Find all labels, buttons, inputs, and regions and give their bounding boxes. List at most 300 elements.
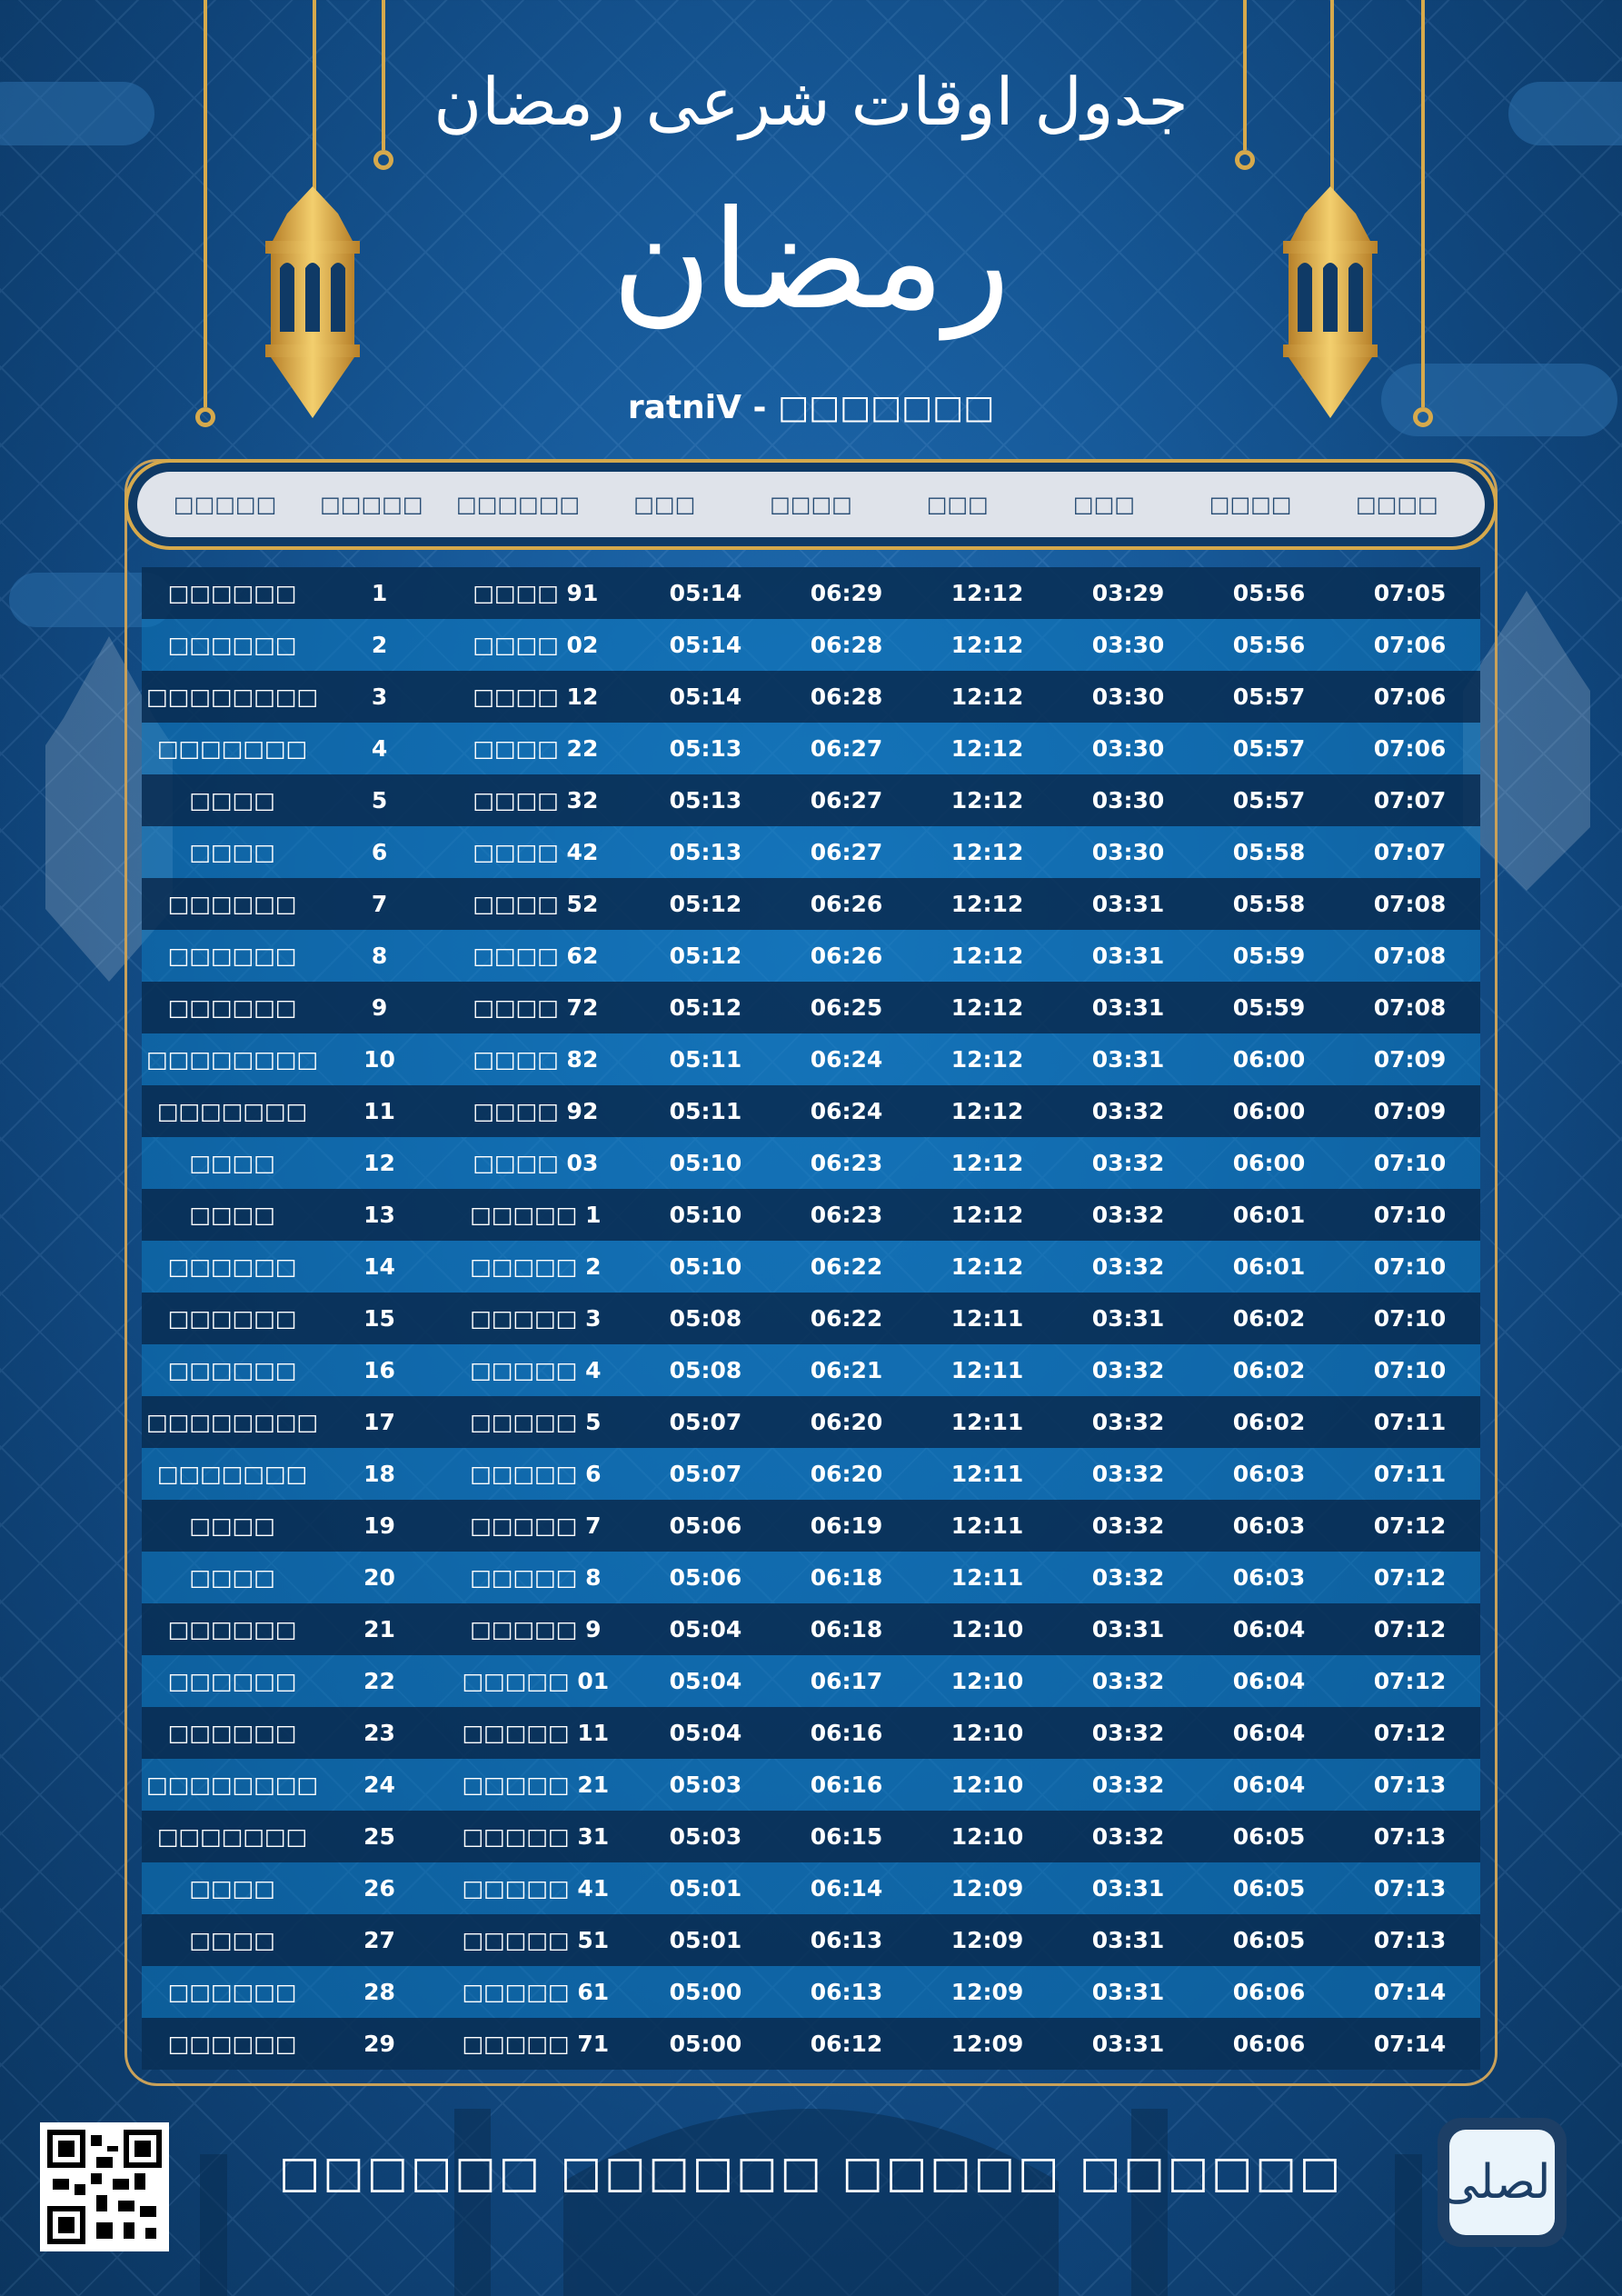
isha-time-cell: 07:13	[1373, 1823, 1447, 1850]
day-name-cell: □□□□□□	[167, 1720, 297, 1746]
asr-time-cell: 03:31	[1091, 891, 1165, 917]
ramadan-day-cell: 26	[363, 1875, 395, 1902]
table-row	[142, 1707, 1480, 1759]
ramadan-day-cell: 4	[371, 735, 388, 762]
table-row	[142, 1293, 1480, 1344]
isha-time-cell: 07:06	[1373, 684, 1447, 710]
imsak-time-cell: 05:03	[669, 1772, 742, 1798]
asr-time-cell: 03:31	[1091, 943, 1165, 969]
ramadan-day-cell: 22	[363, 1668, 395, 1694]
table-row	[142, 2018, 1480, 2070]
imsak-time-cell: 05:04	[669, 1616, 742, 1642]
day-name-cell: □□□□□□	[167, 1616, 297, 1642]
table-row	[142, 723, 1480, 774]
isha-time-cell: 07:10	[1373, 1202, 1447, 1228]
asr-time-cell: 03:29	[1091, 580, 1165, 606]
ramadan-day-cell: 1	[371, 580, 388, 606]
gregorian-date-cell: □□□□ 02	[473, 632, 599, 658]
table-header	[124, 459, 1498, 550]
imsak-time-cell: 05:04	[669, 1720, 742, 1746]
imsak-time-cell: 05:10	[669, 1253, 742, 1280]
maghrib-time-cell: 06:03	[1232, 1461, 1306, 1487]
ramadan-day-cell: 12	[363, 1150, 395, 1176]
gregorian-date-cell: □□□□ 92	[473, 1098, 599, 1124]
maghrib-time-cell: 06:02	[1232, 1357, 1306, 1383]
asr-time-cell: 03:32	[1091, 1357, 1165, 1383]
ramadan-day-cell: 21	[363, 1616, 395, 1642]
asr-time-cell: 03:31	[1091, 1616, 1165, 1642]
column-header: □□□□	[1209, 492, 1292, 517]
gregorian-date-cell: □□□□□ 01	[462, 1668, 610, 1694]
table-row	[142, 567, 1480, 619]
sunrise-time-cell: 06:27	[810, 735, 883, 762]
sunrise-time-cell: 06:20	[810, 1461, 883, 1487]
isha-time-cell: 07:11	[1373, 1461, 1447, 1487]
isha-time-cell: 07:10	[1373, 1305, 1447, 1332]
imsak-time-cell: 05:13	[669, 787, 742, 814]
ramadan-day-cell: 13	[363, 1202, 395, 1228]
maghrib-time-cell: 05:58	[1232, 891, 1306, 917]
gregorian-date-cell: □□□□□ 1	[470, 1202, 602, 1228]
table-row	[142, 774, 1480, 826]
table-row	[142, 1085, 1480, 1137]
maghrib-time-cell: 06:04	[1232, 1668, 1306, 1694]
gregorian-date-cell: □□□□□ 7	[470, 1512, 602, 1539]
imsak-time-cell: 05:12	[669, 994, 742, 1021]
day-name-cell: □□□□□□	[167, 580, 297, 606]
isha-time-cell: 07:09	[1373, 1046, 1447, 1073]
imsak-time-cell: 05:13	[669, 839, 742, 865]
sunrise-time-cell: 06:15	[810, 1823, 883, 1850]
dhuhr-time-cell: 12:12	[950, 580, 1024, 606]
isha-time-cell: 07:12	[1373, 1616, 1447, 1642]
table-row	[142, 1966, 1480, 2018]
table-row	[142, 826, 1480, 878]
imsak-time-cell: 05:04	[669, 1668, 742, 1694]
sunrise-time-cell: 06:21	[810, 1357, 883, 1383]
day-name-cell: □□□□	[189, 1202, 275, 1228]
imsak-time-cell: 05:11	[669, 1046, 742, 1073]
column-header: □□□□	[770, 492, 852, 517]
dhuhr-time-cell: 12:10	[950, 1772, 1024, 1798]
gregorian-date-cell: □□□□□ 11	[462, 1720, 610, 1746]
maghrib-time-cell: 06:05	[1232, 1927, 1306, 1953]
ramadan-day-cell: 27	[363, 1927, 395, 1953]
ramadan-day-cell: 6	[371, 839, 388, 865]
table-row	[142, 1914, 1480, 1966]
day-name-cell: □□□□	[189, 1512, 275, 1539]
gregorian-date-cell: □□□□ 52	[473, 891, 599, 917]
asr-time-cell: 03:30	[1091, 684, 1165, 710]
logo-text: الصلى	[1449, 2130, 1555, 2235]
imsak-time-cell: 05:13	[669, 735, 742, 762]
dhuhr-time-cell: 12:12	[950, 1098, 1024, 1124]
dhuhr-time-cell: 12:12	[950, 1202, 1024, 1228]
table-row	[142, 878, 1480, 930]
dhuhr-time-cell: 12:12	[950, 632, 1024, 658]
gregorian-date-cell: □□□□□ 3	[470, 1305, 602, 1332]
imsak-time-cell: 05:14	[669, 632, 742, 658]
dhuhr-time-cell: 12:11	[950, 1461, 1024, 1487]
isha-time-cell: 07:13	[1373, 1875, 1447, 1902]
dhuhr-time-cell: 12:12	[950, 1046, 1024, 1073]
asr-time-cell: 03:30	[1091, 632, 1165, 658]
day-name-cell: □□□□□□□	[156, 1461, 308, 1487]
gregorian-date-cell: □□□□□ 4	[470, 1357, 602, 1383]
table-row	[142, 1189, 1480, 1241]
ramadan-day-cell: 24	[363, 1772, 395, 1798]
gregorian-date-cell: □□□□ 22	[473, 735, 599, 762]
dhuhr-time-cell: 12:09	[950, 1927, 1024, 1953]
isha-time-cell: 07:10	[1373, 1150, 1447, 1176]
ramadan-day-cell: 17	[363, 1409, 395, 1435]
ramadan-day-cell: 2	[371, 632, 388, 658]
asr-time-cell: 03:30	[1091, 787, 1165, 814]
dhuhr-time-cell: 12:09	[950, 2031, 1024, 2057]
asr-time-cell: 03:32	[1091, 1098, 1165, 1124]
ramadan-day-cell: 28	[363, 1979, 395, 2005]
sunrise-time-cell: 06:23	[810, 1202, 883, 1228]
asr-time-cell: 03:31	[1091, 1979, 1165, 2005]
brand-logo	[1438, 2118, 1567, 2247]
gregorian-date-cell: □□□□ 62	[473, 943, 599, 969]
asr-time-cell: 03:32	[1091, 1461, 1165, 1487]
asr-time-cell: 03:31	[1091, 2031, 1165, 2057]
sunrise-time-cell: 06:20	[810, 1409, 883, 1435]
table-row	[142, 619, 1480, 671]
column-header: □□□□□	[173, 492, 277, 517]
isha-time-cell: 07:11	[1373, 1409, 1447, 1435]
sunrise-time-cell: 06:13	[810, 1927, 883, 1953]
maghrib-time-cell: 06:01	[1232, 1202, 1306, 1228]
gregorian-date-cell: □□□□□ 6	[470, 1461, 602, 1487]
ramadan-day-cell: 8	[371, 943, 388, 969]
imsak-time-cell: 05:00	[669, 2031, 742, 2057]
ramadan-day-cell: 15	[363, 1305, 395, 1332]
imsak-time-cell: 05:08	[669, 1357, 742, 1383]
imsak-time-cell: 05:14	[669, 684, 742, 710]
ramadan-day-cell: 16	[363, 1357, 395, 1383]
imsak-time-cell: 05:06	[669, 1512, 742, 1539]
day-name-cell: □□□□□□	[167, 943, 297, 969]
footer-text: □□□□□□ □□□□□□ □□□□□ □□□□□□	[278, 2147, 1344, 2198]
sunrise-time-cell: 06:29	[810, 580, 883, 606]
gregorian-date-cell: □□□□□ 51	[462, 1927, 610, 1953]
ramadan-day-cell: 25	[363, 1823, 395, 1850]
sunrise-time-cell: 06:27	[810, 839, 883, 865]
page-title: جدول اوقات شرعی رمضان	[433, 64, 1189, 140]
dhuhr-time-cell: 12:12	[950, 891, 1024, 917]
dhuhr-time-cell: 12:11	[950, 1512, 1024, 1539]
table-row	[142, 1759, 1480, 1811]
dhuhr-time-cell: 12:12	[950, 735, 1024, 762]
sunrise-time-cell: 06:22	[810, 1305, 883, 1332]
maghrib-time-cell: 06:05	[1232, 1875, 1306, 1902]
gregorian-date-cell: □□□□□ 31	[462, 1823, 610, 1850]
asr-time-cell: 03:32	[1091, 1409, 1165, 1435]
gregorian-date-cell: □□□□□ 5	[470, 1409, 602, 1435]
isha-time-cell: 07:14	[1373, 1979, 1447, 2005]
asr-time-cell: 03:32	[1091, 1720, 1165, 1746]
sunrise-time-cell: 06:24	[810, 1046, 883, 1073]
dhuhr-time-cell: 12:11	[950, 1357, 1024, 1383]
ramadan-day-cell: 10	[363, 1046, 395, 1073]
sunrise-time-cell: 06:28	[810, 632, 883, 658]
column-header: □□□□□□	[456, 492, 581, 517]
sunrise-time-cell: 06:18	[810, 1564, 883, 1591]
table-row	[142, 1033, 1480, 1085]
sunrise-time-cell: 06:18	[810, 1616, 883, 1642]
sunrise-time-cell: 06:25	[810, 994, 883, 1021]
imsak-time-cell: 05:14	[669, 580, 742, 606]
dhuhr-time-cell: 12:12	[950, 943, 1024, 969]
day-name-cell: □□□□	[189, 1875, 275, 1902]
gregorian-date-cell: □□□□□ 9	[470, 1616, 602, 1642]
table-row	[142, 1655, 1480, 1707]
maghrib-time-cell: 06:00	[1232, 1150, 1306, 1176]
day-name-cell: □□□□□□□	[156, 1823, 308, 1850]
day-name-cell: □□□□□□□□	[146, 1772, 319, 1798]
ramadan-day-cell: 14	[363, 1253, 395, 1280]
asr-time-cell: 03:32	[1091, 1772, 1165, 1798]
table-row	[142, 1137, 1480, 1189]
column-header: □□□□□	[320, 492, 423, 517]
sunrise-time-cell: 06:12	[810, 2031, 883, 2057]
dhuhr-time-cell: 12:11	[950, 1409, 1024, 1435]
dhuhr-time-cell: 12:12	[950, 839, 1024, 865]
imsak-time-cell: 05:07	[669, 1409, 742, 1435]
imsak-time-cell: 05:07	[669, 1461, 742, 1487]
dhuhr-time-cell: 12:10	[950, 1616, 1024, 1642]
asr-time-cell: 03:31	[1091, 1046, 1165, 1073]
maghrib-time-cell: 06:04	[1232, 1616, 1306, 1642]
day-name-cell: □□□□□□□	[156, 735, 308, 762]
day-name-cell: □□□□□□□□	[146, 1046, 319, 1073]
day-name-cell: □□□□	[189, 1564, 275, 1591]
gregorian-date-cell: □□□□□ 8	[470, 1564, 602, 1591]
asr-time-cell: 03:32	[1091, 1668, 1165, 1694]
sunrise-time-cell: 06:26	[810, 943, 883, 969]
day-name-cell: □□□□□□	[167, 891, 297, 917]
ramadan-day-cell: 3	[371, 684, 388, 710]
isha-time-cell: 07:08	[1373, 994, 1447, 1021]
isha-time-cell: 07:08	[1373, 891, 1447, 917]
asr-time-cell: 03:31	[1091, 1875, 1165, 1902]
gregorian-date-cell: □□□□□ 21	[462, 1772, 610, 1798]
asr-time-cell: 03:31	[1091, 1927, 1165, 1953]
isha-time-cell: 07:07	[1373, 839, 1447, 865]
dhuhr-time-cell: 12:10	[950, 1668, 1024, 1694]
sunrise-time-cell: 06:17	[810, 1668, 883, 1694]
isha-time-cell: 07:06	[1373, 632, 1447, 658]
day-name-cell: □□□□□□	[167, 1305, 297, 1332]
ring-decoration	[373, 150, 393, 170]
isha-time-cell: 07:12	[1373, 1512, 1447, 1539]
column-header: □□□□	[1356, 492, 1438, 517]
column-header: □□□	[926, 492, 989, 517]
isha-time-cell: 07:09	[1373, 1098, 1447, 1124]
sunrise-time-cell: 06:26	[810, 891, 883, 917]
day-name-cell: □□□□□□□	[156, 1098, 308, 1124]
table-row	[142, 1862, 1480, 1914]
dhuhr-time-cell: 12:10	[950, 1720, 1024, 1746]
sunrise-time-cell: 06:16	[810, 1720, 883, 1746]
ramadan-day-cell: 7	[371, 891, 388, 917]
maghrib-time-cell: 06:00	[1232, 1046, 1306, 1073]
table-row	[142, 1448, 1480, 1500]
asr-time-cell: 03:32	[1091, 1564, 1165, 1591]
ramadan-day-cell: 5	[371, 787, 388, 814]
maghrib-time-cell: 06:03	[1232, 1512, 1306, 1539]
maghrib-time-cell: 06:04	[1232, 1720, 1306, 1746]
sunrise-time-cell: 06:13	[810, 1979, 883, 2005]
day-name-cell: □□□□	[189, 1927, 275, 1953]
gregorian-date-cell: □□□□ 72	[473, 994, 599, 1021]
ramadan-calligraphy: رمضان	[612, 182, 1010, 340]
imsak-time-cell: 05:11	[669, 1098, 742, 1124]
maghrib-time-cell: 05:57	[1232, 684, 1306, 710]
maghrib-time-cell: 05:59	[1232, 994, 1306, 1021]
city-subtitle: ratniV - □□□□□□□	[627, 389, 995, 426]
day-name-cell: □□□□□□	[167, 1253, 297, 1280]
maghrib-time-cell: 06:02	[1232, 1305, 1306, 1332]
isha-time-cell: 07:14	[1373, 2031, 1447, 2057]
sunrise-time-cell: 06:19	[810, 1512, 883, 1539]
maghrib-time-cell: 06:06	[1232, 2031, 1306, 2057]
sunrise-time-cell: 06:24	[810, 1098, 883, 1124]
asr-time-cell: 03:32	[1091, 1202, 1165, 1228]
sunrise-time-cell: 06:27	[810, 787, 883, 814]
day-name-cell: □□□□	[189, 839, 275, 865]
isha-time-cell: 07:06	[1373, 735, 1447, 762]
maghrib-time-cell: 05:56	[1232, 580, 1306, 606]
imsak-time-cell: 05:10	[669, 1202, 742, 1228]
gregorian-date-cell: □□□□ 42	[473, 839, 599, 865]
table-row	[142, 1603, 1480, 1655]
dhuhr-time-cell: 12:12	[950, 684, 1024, 710]
column-header: □□□	[633, 492, 696, 517]
gregorian-date-cell: □□□□□ 71	[462, 2031, 610, 2057]
asr-time-cell: 03:32	[1091, 1512, 1165, 1539]
table-row	[142, 930, 1480, 982]
isha-time-cell: 07:13	[1373, 1772, 1447, 1798]
isha-time-cell: 07:12	[1373, 1564, 1447, 1591]
isha-time-cell: 07:13	[1373, 1927, 1447, 1953]
day-name-cell: □□□□	[189, 787, 275, 814]
imsak-time-cell: 05:06	[669, 1564, 742, 1591]
ramadan-day-cell: 20	[363, 1564, 395, 1591]
maghrib-time-cell: 05:57	[1232, 735, 1306, 762]
imsak-time-cell: 05:12	[669, 943, 742, 969]
isha-time-cell: 07:10	[1373, 1357, 1447, 1383]
dhuhr-time-cell: 12:09	[950, 1979, 1024, 2005]
maghrib-time-cell: 06:01	[1232, 1253, 1306, 1280]
dhuhr-time-cell: 12:12	[950, 994, 1024, 1021]
dhuhr-time-cell: 12:11	[950, 1564, 1024, 1591]
gregorian-date-cell: □□□□ 03	[473, 1150, 599, 1176]
gregorian-date-cell: □□□□ 32	[473, 787, 599, 814]
dhuhr-time-cell: 12:09	[950, 1875, 1024, 1902]
ramadan-day-cell: 18	[363, 1461, 395, 1487]
gregorian-date-cell: □□□□□ 61	[462, 1979, 610, 2005]
imsak-time-cell: 05:12	[669, 891, 742, 917]
prayer-times-table	[142, 567, 1480, 2070]
sunrise-time-cell: 06:23	[810, 1150, 883, 1176]
isha-time-cell: 07:07	[1373, 787, 1447, 814]
asr-time-cell: 03:32	[1091, 1253, 1165, 1280]
dhuhr-time-cell: 12:11	[950, 1305, 1024, 1332]
day-name-cell: □□□□□□	[167, 1668, 297, 1694]
imsak-time-cell: 05:08	[669, 1305, 742, 1332]
gregorian-date-cell: □□□□□ 41	[462, 1875, 610, 1902]
isha-time-cell: 07:12	[1373, 1668, 1447, 1694]
asr-time-cell: 03:30	[1091, 735, 1165, 762]
maghrib-time-cell: 05:56	[1232, 632, 1306, 658]
maghrib-time-cell: 06:04	[1232, 1772, 1306, 1798]
imsak-time-cell: 05:01	[669, 1875, 742, 1902]
dhuhr-time-cell: 12:10	[950, 1823, 1024, 1850]
column-header: □□□	[1072, 492, 1135, 517]
dhuhr-time-cell: 12:12	[950, 787, 1024, 814]
day-name-cell: □□□□□□	[167, 1357, 297, 1383]
asr-time-cell: 03:32	[1091, 1150, 1165, 1176]
ramadan-day-cell: 29	[363, 2031, 395, 2057]
table-row	[142, 982, 1480, 1033]
day-name-cell: □□□□□□	[167, 994, 297, 1021]
asr-time-cell: 03:31	[1091, 1305, 1165, 1332]
day-name-cell: □□□□□□□□	[146, 1409, 319, 1435]
day-name-cell: □□□□□□	[167, 1979, 297, 2005]
asr-time-cell: 03:30	[1091, 839, 1165, 865]
maghrib-time-cell: 06:00	[1232, 1098, 1306, 1124]
isha-time-cell: 07:05	[1373, 580, 1447, 606]
table-row	[142, 1241, 1480, 1293]
ramadan-day-cell: 9	[371, 994, 388, 1021]
asr-time-cell: 03:31	[1091, 994, 1165, 1021]
maghrib-time-cell: 05:59	[1232, 943, 1306, 969]
asr-time-cell: 03:32	[1091, 1823, 1165, 1850]
isha-time-cell: 07:08	[1373, 943, 1447, 969]
table-row	[142, 1552, 1480, 1603]
table-row	[142, 1500, 1480, 1552]
day-name-cell: □□□□□□□□	[146, 684, 319, 710]
table-row	[142, 1811, 1480, 1862]
sunrise-time-cell: 06:28	[810, 684, 883, 710]
ring-decoration	[1235, 150, 1255, 170]
table-header-inner	[137, 472, 1485, 537]
sunrise-time-cell: 06:16	[810, 1772, 883, 1798]
ramadan-day-cell: 19	[363, 1512, 395, 1539]
isha-time-cell: 07:12	[1373, 1720, 1447, 1746]
gregorian-date-cell: □□□□□ 2	[470, 1253, 602, 1280]
gregorian-date-cell: □□□□ 82	[473, 1046, 599, 1073]
gregorian-date-cell: □□□□ 12	[473, 684, 599, 710]
maghrib-time-cell: 05:57	[1232, 787, 1306, 814]
maghrib-time-cell: 06:05	[1232, 1823, 1306, 1850]
gregorian-date-cell: □□□□ 91	[473, 580, 599, 606]
table-row	[142, 1344, 1480, 1396]
maghrib-time-cell: 05:58	[1232, 839, 1306, 865]
imsak-time-cell: 05:01	[669, 1927, 742, 1953]
sunrise-time-cell: 06:22	[810, 1253, 883, 1280]
ramadan-day-cell: 23	[363, 1720, 395, 1746]
maghrib-time-cell: 06:06	[1232, 1979, 1306, 2005]
table-row	[142, 1396, 1480, 1448]
imsak-time-cell: 05:00	[669, 1979, 742, 2005]
imsak-time-cell: 05:10	[669, 1150, 742, 1176]
dhuhr-time-cell: 12:12	[950, 1253, 1024, 1280]
ramadan-day-cell: 11	[363, 1098, 395, 1124]
